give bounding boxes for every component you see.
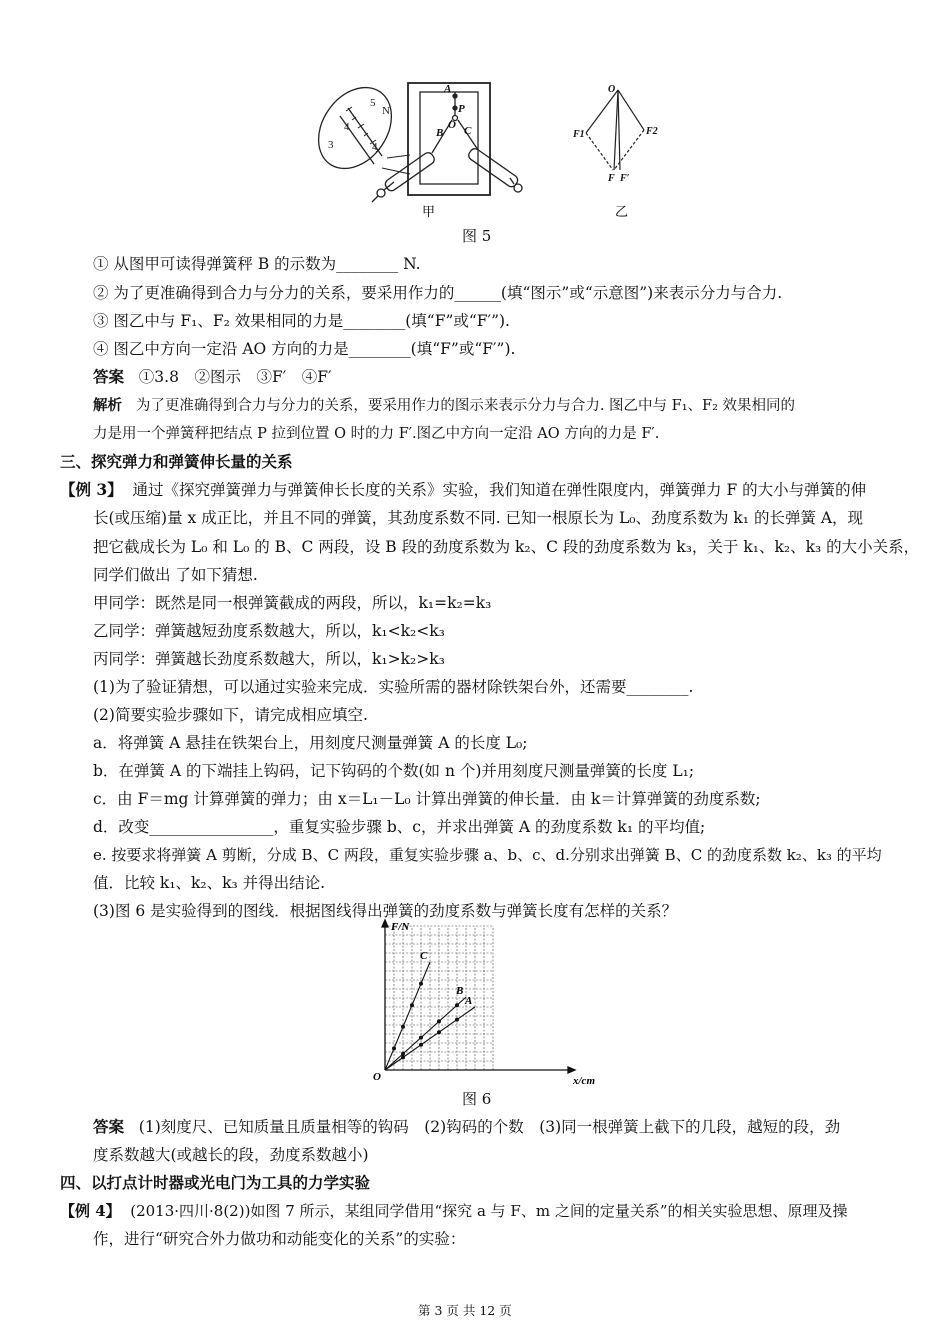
y-axis-arrow (382, 920, 388, 927)
data-point-C (419, 982, 423, 986)
example-3-answer-2: 度系数越大(或越长的段，劲度系数越小) (93, 1146, 369, 1164)
example-3-answer-text-1: (1)刻度尺、已知质量且质量相等的钩码 (2)钩码的个数 (3)同一根弹簧上截下的几段，越短的段，劲 (138, 1118, 841, 1136)
q5-answer (93, 366, 332, 388)
svg-text:F1: F1 (573, 129, 585, 140)
series-label-C: C (420, 950, 428, 962)
example-3-line-3: 把它截成长为 L₀ 和 L₀ 的 B、C 两段，设 B 段的劲度系数为 k₂、C 段的劲度系数为 k₃，关于 k₁、k₂、k₃ 的大小关系， (93, 538, 920, 556)
guess-yi: 乙同学：弹簧越短劲度系数越大，所以，k₁<k₂<k₃ (93, 622, 445, 640)
guess-bing: 丙同学：弹簧越长劲度系数越大，所以，k₁>k₂>k₃ (93, 650, 445, 668)
section-4-title: 四、以打点计时器或光电门为工具的力学实验 (60, 1174, 371, 1192)
figure-6-chart (365, 918, 605, 1088)
label-yi: 乙 (615, 204, 629, 219)
svg-text:C: C (464, 125, 472, 137)
step-1: (1)为了验证猜想，可以通过实验来完成．实验所需的器材除铁架台外，还需要________. (93, 678, 694, 696)
page-footer: 第 3 页 共 12 页 (418, 1303, 512, 1318)
chart-grid (385, 926, 493, 1070)
data-point-C (392, 1046, 396, 1050)
q5-line-1: ① 从图甲可读得弹簧秤 B 的示数为________ N. (93, 255, 421, 273)
q5-analysis-2: 力是用一个弹簧秤把结点 P 拉到位置 O 时的力 F′.图乙中方向一定沿 AO 方向的力是 F′. (93, 426, 660, 442)
svg-text:P: P (458, 103, 465, 115)
q5-line-2: ② 为了更准确得到合力与分力的关系，要采用作力的______(填“图示”或“示意图”)来表示分力与合力. (93, 284, 783, 302)
answer-label: 答案 (93, 367, 125, 386)
svg-text:B: B (436, 127, 444, 139)
figure-5-yi (586, 90, 644, 170)
step-2: (2)简要实验步骤如下，请完成相应填空. (93, 706, 368, 724)
dial-number-5: 5 (370, 97, 376, 109)
origin-label: O (373, 1071, 381, 1083)
dial-number-4b: 4 (372, 141, 378, 153)
dial-number-4: 4 (344, 121, 350, 133)
example-3-label: 【例 3】 (60, 480, 123, 499)
q5-line-3: ③ 图乙中与 F₁、F₂ 效果相同的力是________(填“F”或“F′”). (93, 312, 510, 330)
data-point-A (455, 1018, 459, 1022)
example-3-answer-1 (93, 1116, 840, 1138)
figure-5-jia (310, 78, 522, 202)
step-c: c．由 F＝mg 计算弹簧的弹力；由 x＝L₁－L₀ 计算出弹簧的伸长量．由 k＝计算弹簧的劲度系数; (93, 790, 761, 808)
spring-scale-c (467, 147, 522, 192)
label-jia: 甲 (422, 204, 436, 219)
data-point-B (401, 1052, 405, 1056)
data-point-C (401, 1025, 405, 1029)
y-axis-label: F/N (391, 921, 410, 933)
series-label-A: A (465, 995, 473, 1007)
analysis-text-1: 为了更准确得到合力与分力的关系，要采用作力的图示来表示分力与合力. 图乙中与 F₁、F₂ 效果相同的 (135, 398, 796, 414)
step-e-1: e. 按要求将弹簧 A 剪断，分成 B、C 两段，重复实验步骤 a、b、c、d.分别求出弹簧 B、C 的劲度系数 k₂、k₃ 的平均 (93, 846, 882, 864)
series-label-B: B (456, 985, 464, 998)
svg-text:F2: F2 (646, 126, 658, 137)
svg-text:O: O (448, 119, 456, 131)
series-line-B (385, 997, 466, 1070)
answer-text: ①3.8 ②图示 ③F′ ④F′ (138, 368, 332, 386)
figure-5-caption: 图 5 (462, 227, 492, 245)
data-point-A (437, 1030, 441, 1034)
step-e-2: 值．比较 k₁、k₂、k₃ 并得出结论. (93, 874, 326, 892)
example-3-text-1: 通过《探究弹簧弹力与弹簧伸长长度的关系》实验，我们知道在弹性限度内，弹簧弹力 F 的大小与弹簧的伸 (132, 481, 867, 499)
data-point-B (455, 1003, 459, 1007)
svg-text:O: O (608, 84, 616, 95)
example-4-text-1: (2013·四川·8(2))如图 7 所示，某组同学借用“探究 a 与 F、m 之间的定量关系”的相关实验思想、原理及操 (130, 1202, 848, 1220)
guess-jia: 甲同学：既然是同一根弹簧截成的两段，所以，k₁=k₂=k₃ (93, 594, 492, 612)
data-point-B (437, 1019, 441, 1023)
example-3-line-4: 同学们做出 了如下猜想. (93, 566, 258, 584)
example-4-line-1 (60, 1200, 848, 1222)
svg-text:F: F (608, 173, 615, 184)
chart-axes (382, 920, 575, 1073)
magnified-dial (310, 78, 410, 182)
example-4-line-2: 作，进行“研究合外力做功和动能变化的关系”的实验： (93, 1230, 466, 1248)
example-3-answer-label: 答案 (93, 1117, 125, 1136)
data-point-C (410, 1003, 414, 1007)
yi-labels (572, 84, 658, 184)
q5-analysis-1 (93, 395, 795, 417)
dial-numbers (328, 97, 390, 153)
x-axis-arrow (568, 1067, 575, 1073)
q5-line-4: ④ 图乙中方向一定沿 AO 方向的力是________(填“F”或“F′”). (93, 340, 516, 358)
figure-5 (310, 78, 690, 228)
step-3: (3)图 6 是实验得到的图线．根据图线得出弹簧的劲度系数与弹簧长度有怎样的关系？ (93, 902, 678, 920)
figure-6-caption: 图 6 (462, 1090, 492, 1108)
data-point-B (419, 1036, 423, 1040)
dial-unit: N (382, 105, 390, 117)
step-b: b．在弹簧 A 的下端挂上钩码，记下钩码的个数(如 n 个)并用刻度尺测量弹簧的长度 L₁; (93, 762, 695, 780)
svg-text:F′: F′ (620, 173, 630, 184)
dial-number-3: 3 (328, 139, 334, 151)
section-3-title: 三、探究弹力和弹簧伸长量的关系 (60, 453, 293, 471)
example-3-line-1 (60, 479, 866, 501)
data-point-A (419, 1043, 423, 1047)
x-axis-label: x/cm (573, 1075, 595, 1087)
example-4-label: 【例 4】 (60, 1202, 121, 1220)
svg-text:A: A (444, 83, 452, 95)
step-a: a．将弹簧 A 悬挂在铁架台上，用刻度尺测量弹簧 A 的长度 L₀; (93, 734, 528, 752)
step-d: d．改变________________，重复实验步骤 b、c，并求出弹簧 A 的劲度系数 k₁ 的平均值; (93, 818, 706, 836)
analysis-label: 解析 (93, 397, 122, 414)
data-point-A (401, 1055, 405, 1059)
example-3-line-2: 长(或压缩)量 x 成正比，并且不同的弹簧，其劲度系数不同. 已知一根原长为 L₀、劲度系数为 k₁ 的长弹簧 A，现 (93, 509, 864, 527)
